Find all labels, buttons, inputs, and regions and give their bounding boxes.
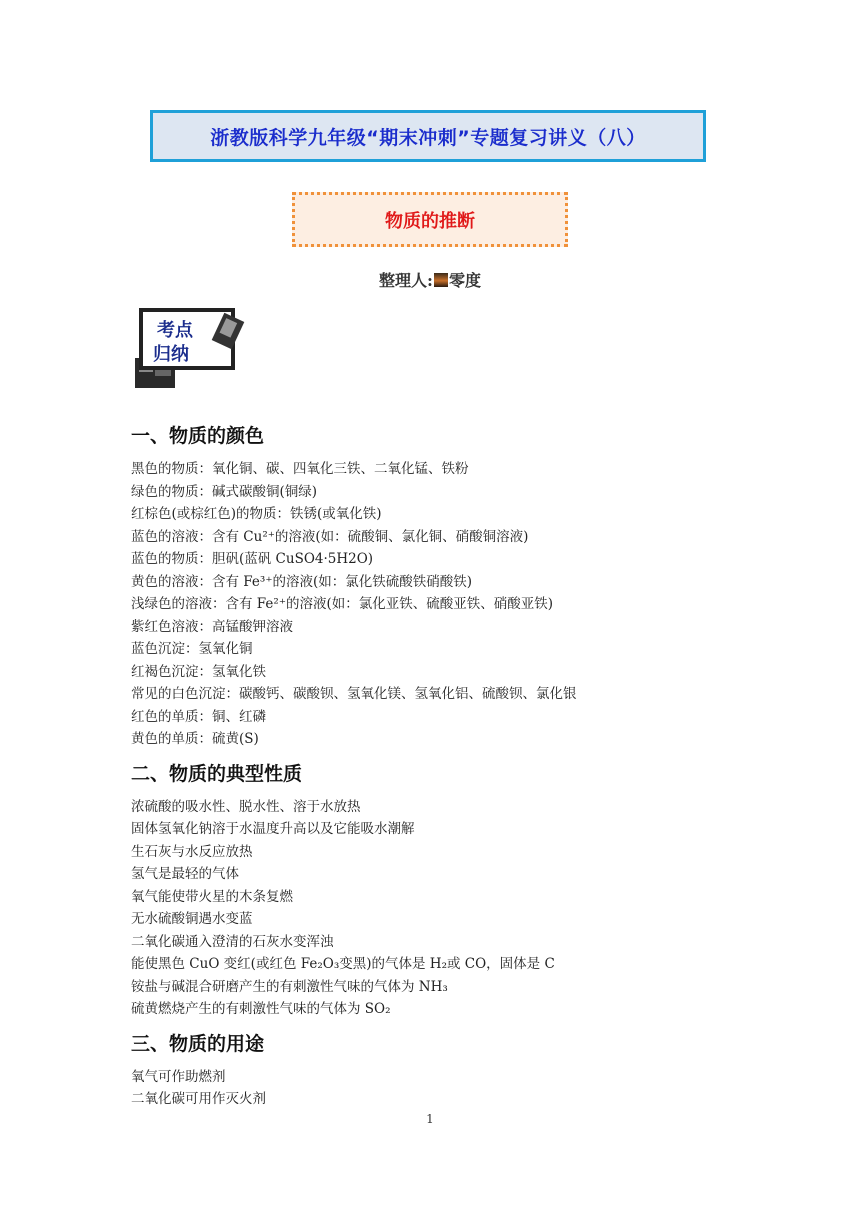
badge-line1: 考点 [157, 320, 193, 341]
list-item: 蓝色沉淀：氢氧化铜 [131, 641, 253, 657]
author-line [0, 268, 860, 291]
author-label: 整理人: [379, 271, 433, 290]
title-box [150, 110, 706, 162]
list-item: 生石灰与水反应放热 [131, 844, 253, 860]
list-item: 硫黄燃烧产生的有刺激性气味的气体为 SO₂ [131, 1001, 391, 1017]
author-name: 零度 [448, 271, 481, 290]
list-item: 氧气可作助燃剂 [131, 1069, 226, 1085]
list-item: 无水硫酸铜遇水变蓝 [131, 911, 253, 927]
list-item: 红棕色(或棕红色)的物质：铁锈(或氧化铁) [131, 506, 382, 522]
list-item: 紫红色溶液：高锰酸钾溶液 [131, 619, 293, 635]
list-item: 氧气能使带火星的木条复燃 [131, 889, 293, 905]
list-item: 浅绿色的溶液：含有 Fe²⁺的溶液(如：氯化亚铁、硫酸亚铁、硝酸亚铁) [131, 596, 553, 612]
list-item: 蓝色的溶液：含有 Cu²⁺的溶液(如：硫酸铜、氯化铜、硝酸铜溶液) [131, 529, 529, 545]
list-item: 固体氢氧化钠溶于水温度升高以及它能吸水潮解 [131, 821, 415, 837]
list-item: 浓硫酸的吸水性、脱水性、溶于水放热 [131, 799, 361, 815]
section-heading-colors: 一、物质的颜色 [131, 425, 265, 447]
list-item: 二氧化碳可用作灭火剂 [131, 1091, 266, 1107]
key-points-badge-icon [131, 308, 245, 390]
badge-line2: 归纳 [153, 344, 189, 365]
list-item: 常见的白色沉淀：碳酸钙、碳酸钡、氢氧化镁、氢氧化铝、硫酸钡、氯化银 [131, 686, 577, 702]
list-item: 黄色的溶液：含有 Fe³⁺的溶液(如：氯化铁硫酸铁硝酸铁) [131, 574, 472, 590]
page-number: 1 [426, 1112, 434, 1126]
list-item: 红褐色沉淀：氢氧化铁 [131, 664, 266, 680]
author-avatar-icon [434, 273, 448, 287]
list-item: 黑色的物质：氧化铜、碳、四氧化三铁、二氧化锰、铁粉 [131, 461, 469, 477]
list-item: 绿色的物质：碱式碳酸铜(铜绿) [131, 484, 318, 500]
list-item: 铵盐与碱混合研磨产生的有刺激性气味的气体为 NH₃ [131, 979, 448, 995]
list-item: 二氧化碳通入澄清的石灰水变浑浊 [131, 934, 334, 950]
section-heading-uses: 三、物质的用途 [131, 1033, 265, 1055]
list-item: 黄色的单质：硫黄(S) [131, 731, 259, 747]
list-item: 红色的单质：铜、红磷 [131, 709, 266, 725]
list-item: 氢气是最轻的气体 [131, 866, 239, 882]
document-title: 浙教版科学九年级“期末冲刺”专题复习讲义（八） [210, 126, 646, 149]
document-subtitle: 物质的推断 [385, 210, 475, 232]
section-heading-properties: 二、物质的典型性质 [131, 763, 303, 785]
list-item: 能使黑色 CuO 变红(或红色 Fe₂O₃变黑)的气体是 H₂或 CO，固体是 C [131, 956, 555, 972]
list-item: 蓝色的物质：胆矾(蓝矾 CuSO4·5H2O) [131, 551, 374, 567]
subtitle-box [292, 192, 568, 247]
